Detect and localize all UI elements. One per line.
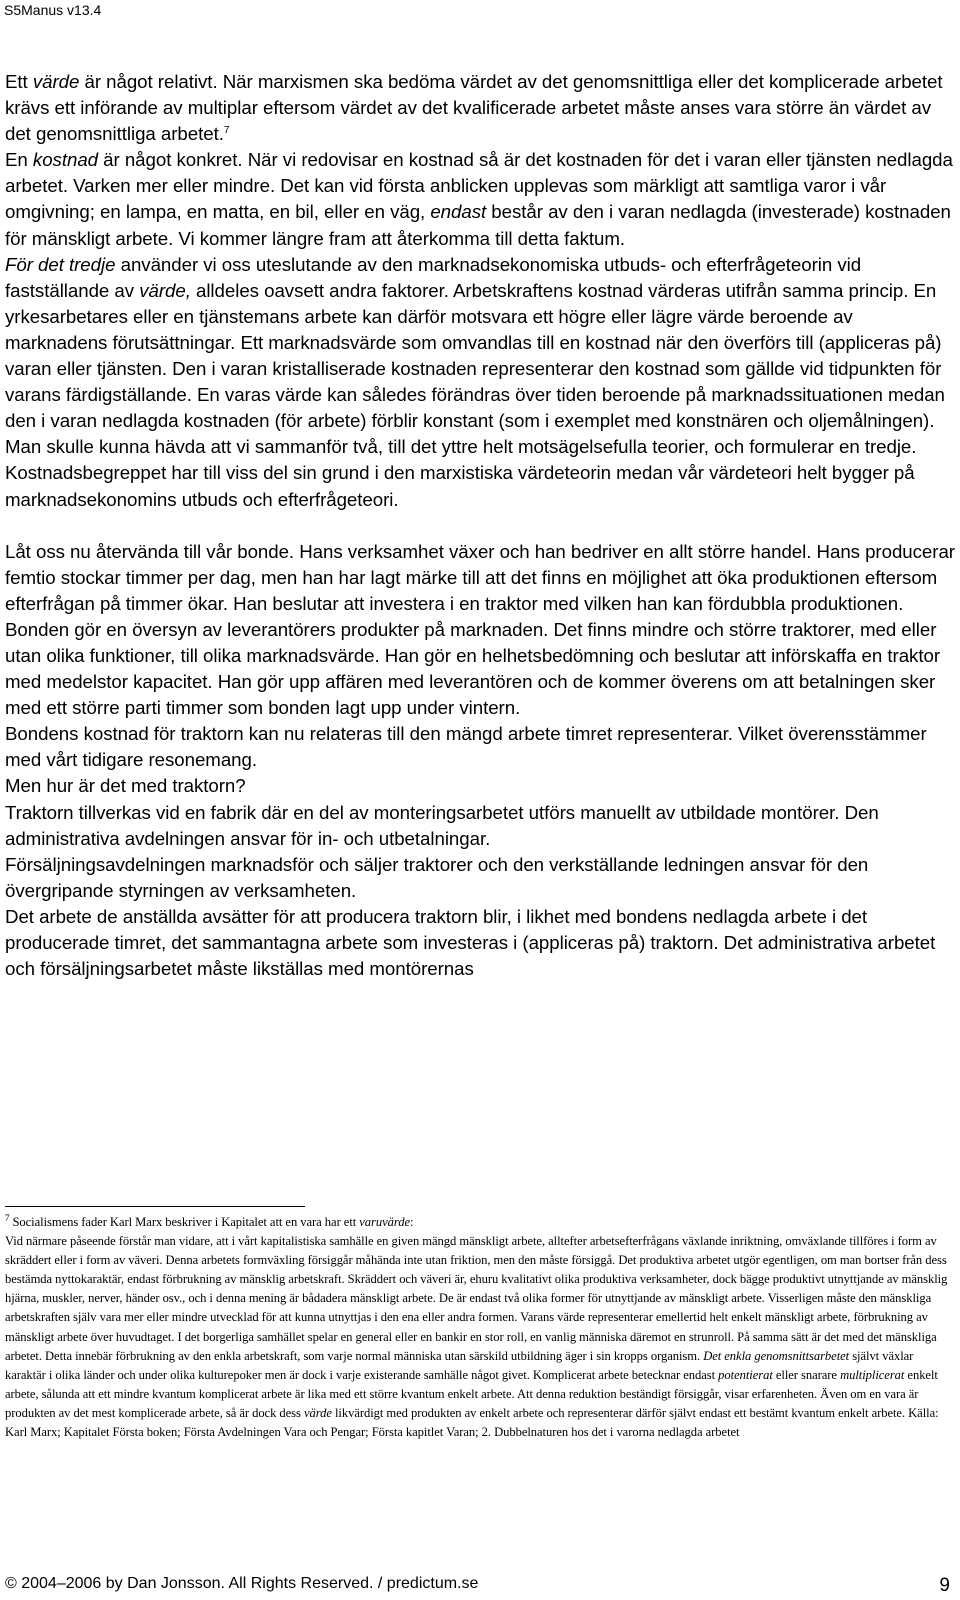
- footnote-separator: [5, 1206, 305, 1207]
- emphasis: värde,: [139, 279, 191, 301]
- paragraph-cost: [5, 147, 957, 251]
- paragraph-question: Men hur är det med traktorn?: [5, 775, 246, 797]
- text-run: Socialismens fader Karl Marx beskriver i Kapitalet att en vara har ett: [12, 1215, 360, 1229]
- emphasis: varuvärde: [359, 1215, 411, 1229]
- emphasis: värde: [303, 1405, 332, 1420]
- page-number: 9: [939, 1575, 950, 1596]
- paragraph-theories: Man skulle kunna hävda att vi sammanför två, till det yttre helt motsägelsefulla teorier, och formulerar en tredje. Kostnadsbegreppet har till viss del sin grund i den marxistiska värdeteorin medan vår värdeteori helt bygger på marknadsekonomins utbuds och efterfrågeteori.: [5, 436, 917, 510]
- text-run: eller snarare: [772, 1367, 841, 1382]
- text-run: En: [5, 149, 33, 171]
- emphasis: endast: [430, 201, 487, 223]
- text-run: alldeles oavsett andra faktorer. Arbetskraftens kostnad värderas utifrån samma princip. En yrkesarbetares eller en tjänstemans arbete kan därför motsvara ett högre eller lägre värde beroende av marknadens förutsättningar. Ett marknadsvärde som omvandlas till en kostnad när den överförs till (appliceras på) varan eller tjänsten. Den i varan kristalliserade kostnaden representerar den kostnad som gällde vid tidpunkten för varans färdigställande. En varas värde kan således förändras över tiden beroende på marknadssituationen medan den i varan nedlagda kostnaden (för arbete) förblir konstant (som i exemplet med konstnären och oljemålningen).: [5, 279, 945, 432]
- emphasis: Det enkla genomsnittsarbetet: [703, 1348, 850, 1363]
- text-run: Ett: [5, 71, 33, 92]
- text-run: är något konkret. När vi redovisar en kostnad så är det kostnaden för det i varan eller tjänsten nedlagda arbetet. Varken mer eller mindre. Det kan vid första anblicken upplevas som märkligt att samtliga varor i vår omgivning; en lampa, en matta, en bil, eller en väg,: [5, 149, 953, 223]
- text-run: självt växlar karaktär i olika länder och under olika kulturepoker men är dock i varje existerande samhälle något givet. Komplicerat arbete betecknar endast: [5, 1348, 914, 1382]
- emphasis: potentierat: [718, 1367, 773, 1382]
- text-run: :: [410, 1215, 414, 1229]
- paragraph-gap: [5, 513, 957, 539]
- copyright-notice: © 2004–2006 by Dan Jonsson. All Rights Reserved. / predictum.se: [5, 1575, 479, 1592]
- footnote-number: 7: [5, 1213, 10, 1223]
- emphasis: För det tredje: [5, 253, 116, 275]
- text-run: enkelt arbete, sålunda att ett mindre kvantum komplicerat arbete är lika med ett större kvantum enkelt arbete. Att denna reduktion beständigt försiggår, visar erfarenheten. Även om en vara är produkten av det mest komplicerade arbete, så är dock dess: [5, 1367, 938, 1420]
- footnote-intro: [5, 1213, 955, 1232]
- emphasis: multiplicerat: [840, 1367, 905, 1382]
- paragraph-cost-relation: Bondens kostnad för traktorn kan nu relateras till den mängd arbete timret representerar. Vilket överensstämmer med vårt tidigare resonemang.: [5, 723, 927, 771]
- text-run: är något relativt. När marxismen ska bedöma värdet av det genomsnittliga eller det komplicerade arbetet krävs ett införande av multiplar eftersom värdet av det kvalificerade arbetet måste anses vara större än värdet av det genomsnittliga arbetet.: [5, 71, 943, 145]
- paragraph-third: [5, 252, 957, 435]
- text-run: använder vi oss uteslutande av den marknadsekonomiska utbuds- och efterfrågeteorin vid fastställande av: [5, 253, 862, 301]
- paragraph-factory: Traktorn tillverkas vid en fabrik där en del av monteringsarbetet utförs manuellt av utbildade montörer. Den administrativa avdelningen ansvar för in- och utbetalningar.: [5, 801, 879, 849]
- text-run: likvärdigt med produkten av enkelt arbete och representerar därför självt endast ett bestämt kvantum enkelt arbete. Källa: Karl Marx; Kapitalet Första boken; Första Avdelningen Vara och Pengar; Första kapitlet Varan; 2. Dubbelnaturen hos det i varorna nedlagda arbetet: [5, 1405, 939, 1440]
- paragraph-labor: Det arbete de anställda avsätter för att producera traktorn blir, i likhet med bondens nedlagda arbete i det producerade timret, det sammantagna arbete som investeras i (appliceras på) traktorn. Det administrativa arbetet och försäljningsarbetet måste likställas med montörernas: [5, 905, 936, 980]
- footnote-reference[interactable]: 7: [223, 125, 230, 137]
- paragraph-sales: Försäljningsavdelningen marknadsför och säljer traktorer och den verkställande ledningen ansvar för den övergripande styrningen av verksamheten.: [5, 853, 869, 901]
- document-header: S5Manus v13.4: [4, 2, 102, 18]
- main-text: [5, 69, 957, 982]
- emphasis: kostnad: [32, 149, 99, 171]
- emphasis: värde: [32, 71, 80, 92]
- paragraph-tractor-review: Bonden gör en översyn av leverantörers produkter på marknaden. Det finns mindre och större traktorer, med eller utan olika funktioner, till olika marknadsvärde. Han gör en helhetsbedömning och beslutar att införskaffa en traktor med medelstor kapacitet. Han gör upp affären med leverantören och de kommer överens om att betalningen sker med ett större parti timmer som bonden lagt upp under vintern.: [5, 618, 940, 719]
- text-run: Vid närmare påseende förstår man vidare, att i vårt kapitalistiska samhälle en given mängd mänskligt arbete, alltefter arbetsefterfrågans växlande inriktning, omväxlande tillföres i form av skräddert eller i form av väveri. Denna arbetets formväxling försiggår måhända inte utan friktion, men den måste försiggå. Det produktiva arbetet utgör egentligen, om man bortser från dess bestämda nyttokaraktär, endast förbrukning av mänsklig arbetskraft. Skräddert och väveri är, ehuru kvalitativt olika produktiva verksamheter, dock bägge produktivt utnyttjande av mänsklig hjärna, muskler, nerver, händer osv., och i denna mening är bådadera mänskligt arbete. De är endast två olika former för utnyttjande av mänskligt arbete. Visserligen måste den mänskliga arbetskraften själv vara mer eller mindre utvecklad för att kunna utnyttjas i den ena eller andra formen. Varans värde representerar emellertid helt enkelt mänskligt arbete, förbrukning av mänskligt arbete över huvudtaget. I det borgerliga samhället spelar en general eller en bankir en stor roll, en vanlig människa däremot en strunroll. På samma sätt är det med det mänskliga arbetet. Detta innebär förbrukning av den enkla arbetskraft, som varje normal människa utan särskild utbildning äger i sin kropps organism.: [5, 1234, 948, 1363]
- footnote-quote: [5, 1232, 955, 1442]
- paragraph-farmer: Låt oss nu återvända till vår bonde. Hans verksamhet växer och han bedriver en allt större handel. Hans producerar femtio stockar timmer per dag, men han har lagt märke till att det finns en möjlighet att öka produktionen eftersom efterfrågan på timmer ökar. Han beslutar att investera i en traktor med vilken han kan fördubbla produktionen.: [5, 540, 955, 614]
- text-run: består av den i varan nedlagda (investerade) kostnaden för mänskligt arbete. Vi kommer längre fram att återkomma till detta faktum.: [5, 201, 951, 249]
- footnote: [5, 1213, 955, 1442]
- paragraph-value: [5, 69, 957, 147]
